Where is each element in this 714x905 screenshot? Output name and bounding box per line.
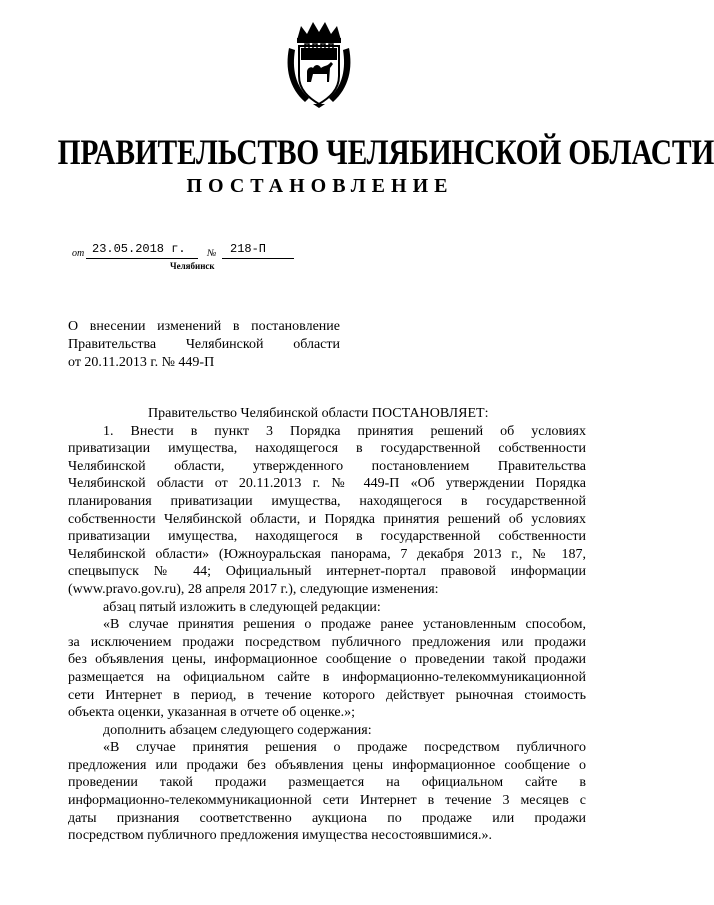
- body-line: 1. Внести в пункт 3 Порядка принятия решений об условиях: [103, 423, 586, 439]
- body-line: посредством публичного предложения имущества несостоявшимися.».: [68, 828, 493, 844]
- coat-of-arms-icon: [283, 20, 355, 108]
- body-line: Челябинской области» (Южноуральская панорама, 7 декабря 2013 г., № 187,: [68, 546, 586, 562]
- organization-title: ПРАВИТЕЛЬСТВО ЧЕЛЯБИНСКОЙ ОБЛАСТИ: [57, 132, 714, 172]
- body-line: даты признания соответственно аукциона по продаже или продажи: [68, 810, 586, 826]
- body-line: за исключением продажи посредством публичного предложения или продажи: [68, 634, 586, 650]
- body-line: размещается на официальном сайте в информационно-телекоммуникационной: [68, 669, 586, 685]
- body-line: проведении такой продажи размещается на официальном сайте в: [68, 775, 586, 791]
- body-line: дополнить абзацем следующего содержания:: [103, 722, 372, 738]
- body-line: Челябинской области от 20.11.2013 г. № 449-П «Об утверждении Порядка: [68, 476, 586, 492]
- document-number: 218-П: [230, 242, 267, 256]
- body-line: собственности Челябинской области, и Порядка принятия решений об условиях: [68, 511, 586, 527]
- subject-line: от 20.11.2013 г. № 449-П: [68, 355, 215, 370]
- document-subject: [68, 318, 340, 372]
- body-line: Челябинской области, утвержденного постановлением Правительства: [68, 458, 586, 474]
- body-line: объекта оценки, указанная в отчете об оценке.»;: [68, 705, 356, 721]
- body-line: абзац пятый изложить в следующей редакции:: [103, 599, 381, 615]
- document-type-title: ПОСТАНОВЛЕНИЕ: [186, 175, 454, 197]
- subject-line: Правительства Челябинской области: [68, 337, 340, 352]
- body-line: Правительство Челябинской области ПОСТАНОВЛЯЕТ:: [148, 406, 489, 421]
- body-line: «В случае принятия решения о продаже ранее установленным способом,: [103, 617, 586, 633]
- body-line: планирования приватизации имущества, находящегося в государственной: [68, 493, 586, 509]
- body-line: спецвыпуск № 44; Официальный интернет-портал правовой информации: [68, 564, 586, 580]
- number-underline: [222, 258, 294, 259]
- body-line: информационно-телекоммуникационной сети Интернет в течение 3 месяцев с: [68, 793, 586, 809]
- body-line: (www.pravo.gov.ru), 28 апреля 2017 г.), следующие изменения:: [68, 581, 439, 597]
- date-label: от: [72, 248, 85, 259]
- body-line: без объявления цены, информационное сообщение о проведении такой продажи: [68, 652, 586, 668]
- number-label: №: [207, 248, 217, 259]
- document-date: 23.05.2018 г.: [92, 242, 186, 256]
- body-line: приватизации имущества, находящегося в государственной собственности: [68, 441, 586, 457]
- document-body: [68, 405, 586, 845]
- body-line: сети Интернет в период, в течение которого действует рыночная стоимость: [68, 687, 586, 703]
- subject-line: О внесении изменений в постановление: [68, 319, 340, 334]
- body-line: «В случае принятия решения о продаже посредством публичного: [103, 740, 586, 756]
- date-underline: [86, 258, 198, 259]
- city-label: Челябинск: [170, 261, 215, 271]
- body-line: приватизации имущества, находящегося в государственной собственности: [68, 529, 586, 545]
- body-line: предложения или продажи без объявления цены информационное сообщение о: [68, 757, 586, 773]
